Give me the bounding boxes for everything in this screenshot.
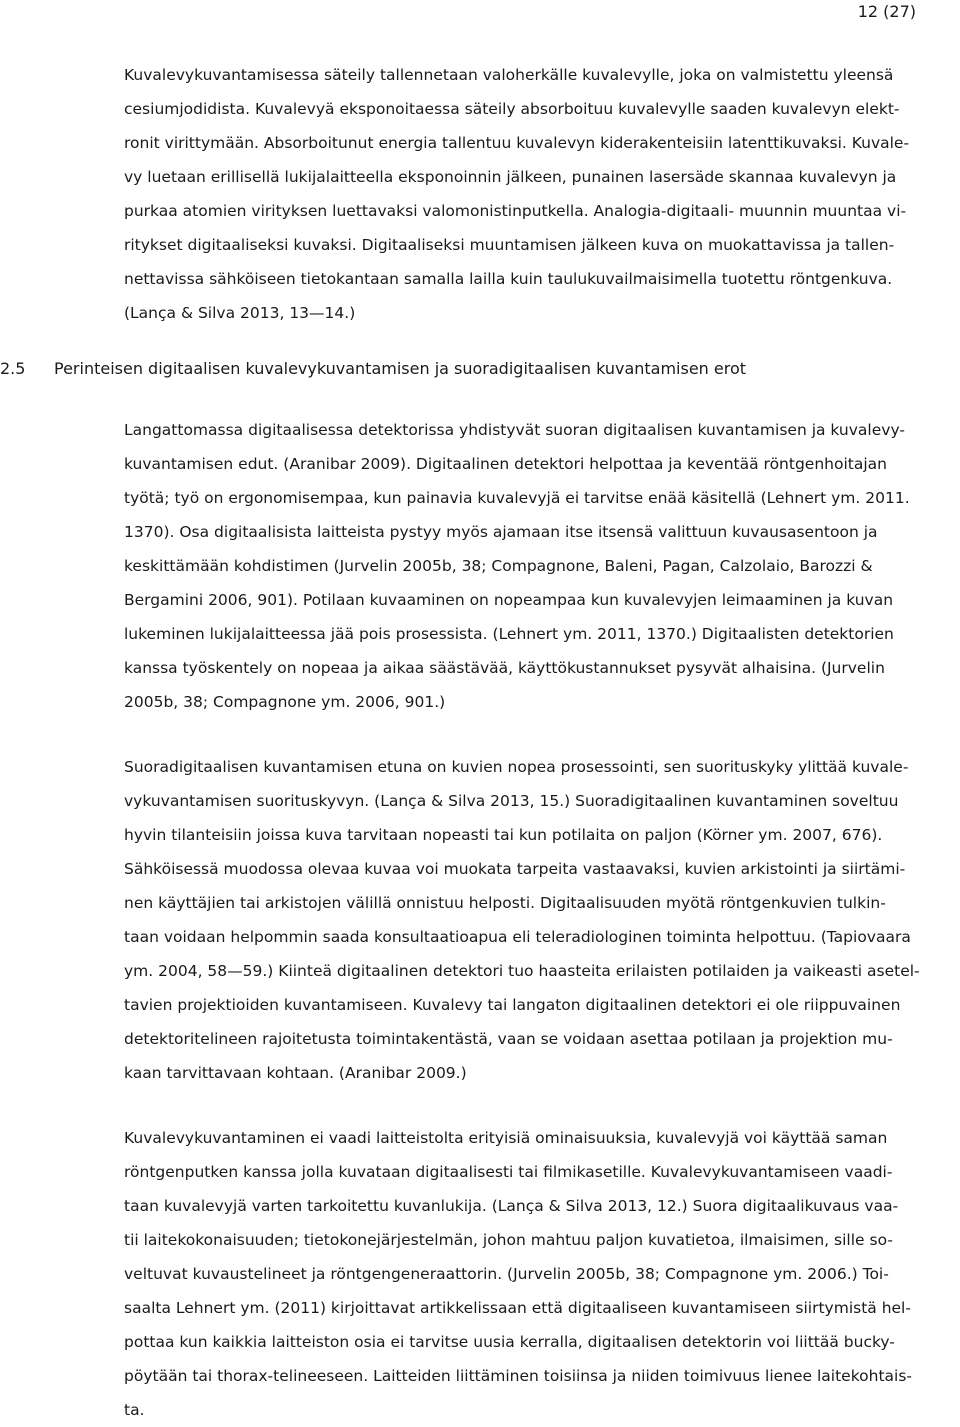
text-line: taan voidaan helpommin saada konsultaatioapua eli teleradiologinen toiminta helpottuu. (Tapiovaara bbox=[124, 928, 911, 946]
text-line: kanssa työskentely on nopeaa ja aikaa säästävää, käyttökustannukset pysyvät alhaisina. (Jurvelin bbox=[124, 659, 885, 677]
text-line: Kuvalevykuvantamisessa säteily tallennetaan valoherkälle kuvalevylle, joka on valmistettu yleensä bbox=[124, 66, 894, 84]
text-line: ritykset digitaaliseksi kuvaksi. Digitaaliseksi muuntamisen jälkeen kuva on muokattavissa ja tallen- bbox=[124, 236, 895, 254]
text-line: Sähköisessä muodossa olevaa kuvaa voi muokata tarpeita vastaavaksi, kuvien arkistointi ja siirtämi- bbox=[124, 860, 906, 878]
text-line: työtä; työ on ergonomisempaa, kun painavia kuvalevyjä ei tarvitse enää käsitellä (Lehnert ym. 2011. bbox=[124, 489, 910, 507]
document-body bbox=[0, 58, 950, 1427]
text-line: veltuvat kuvaustelineet ja röntgengeneraattorin. (Jurvelin 2005b, 38; Compagnone ym. 2006.) Toi- bbox=[124, 1265, 889, 1283]
text-line: 2005b, 38; Compagnone ym. 2006, 901.) bbox=[124, 693, 446, 711]
section-heading bbox=[0, 357, 950, 381]
page-number: 12 (27) bbox=[857, 2, 916, 21]
text-line: tavien projektioiden kuvantamiseen. Kuvalevy tai langaton digitaalinen detektori ei ole riippuvainen bbox=[124, 996, 901, 1014]
text-line: ronit virittymään. Absorboitunut energia tallentuu kuvalevyn kiderakenteisiin latenttikuvaksi. Kuvale- bbox=[124, 134, 910, 152]
text-line: röntgenputken kanssa jolla kuvataan digitaalisesti tai filmikasetille. Kuvalevykuvantamiseen vaadi- bbox=[124, 1163, 893, 1181]
text-line: kuvantamisen edut. (Aranibar 2009). Digitaalinen detektori helpottaa ja keventää röntgenhoitajan bbox=[124, 455, 887, 473]
text-line: vykuvantamisen suorituskyvyn. (Lança & Silva 2013, 15.) Suoradigitaalinen kuvantaminen soveltuu bbox=[124, 792, 899, 810]
text-line: purkaa atomien virityksen luettavaksi valomonistinputkella. Analogia-digitaali- muunnin muuntaa vi- bbox=[124, 202, 907, 220]
text-line: nen käyttäjien tai arkistojen välillä onnistuu helposti. Digitaalisuuden myötä röntgenkuvien tulkin- bbox=[124, 894, 886, 912]
text-line: nettavissa sähköiseen tietokantaan samalla lailla kuin taulukuvailmaisimella tuotettu röntgenkuva. bbox=[124, 270, 893, 288]
paragraph-plate-imaging bbox=[124, 58, 950, 330]
text-line: pottaa kun kaikkia laitteiston osia ei tarvitse uusia kerralla, digitaalisen detektorin voi liittää bucky- bbox=[124, 1333, 895, 1351]
section-title: Perinteisen digitaalisen kuvalevykuvantamisen ja suoradigitaalisen kuvantamisen erot bbox=[54, 359, 747, 378]
section-number: 2.5 bbox=[0, 359, 26, 378]
text-line: kaan tarvittavaan kohtaan. (Aranibar 2009.) bbox=[124, 1064, 467, 1082]
text-line: 1370). Osa digitaalisista laitteista pystyy myös ajamaan itse itsensä valittuun kuvausasentoon ja bbox=[124, 523, 878, 541]
text-line: cesiumjodidista. Kuvalevyä eksponoitaessa säteily absorboituu kuvalevylle saaden kuvalevyn elekt- bbox=[124, 100, 900, 118]
text-line: keskittämään kohdistimen (Jurvelin 2005b, 38; Compagnone, Baleni, Pagan, Calzolaio, Barozzi & bbox=[124, 557, 873, 575]
text-line: (Lança & Silva 2013, 13—14.) bbox=[124, 304, 356, 322]
paragraph-equipment-requirements bbox=[124, 1121, 950, 1427]
text-line: taan kuvalevyjä varten tarkoitettu kuvanlukija. (Lança & Silva 2013, 12.) Suora digitaalikuvaus vaa- bbox=[124, 1197, 899, 1215]
text-line: tii laitekokonaisuuden; tietokonejärjestelmän, johon mahtuu paljon kuvatietoa, ilmaisimen, sille so- bbox=[124, 1231, 893, 1249]
text-line: pöytään tai thorax-telineeseen. Laitteiden liittäminen toisiinsa ja niiden toimivuus lienee laitekohtais- bbox=[124, 1367, 912, 1385]
text-line: hyvin tilanteisiin joissa kuva tarvitaan nopeasti tai kun potilaita on paljon (Körner ym. 2007, 676). bbox=[124, 826, 883, 844]
text-line: detektoritelineen rajoitetusta toimintakentästä, vaan se voidaan asettaa potilaan ja projektion mu- bbox=[124, 1030, 893, 1048]
text-line: Suoradigitaalisen kuvantamisen etuna on kuvien nopea prosessointi, sen suorituskyky ylittää kuvale- bbox=[124, 758, 909, 776]
text-line: Bergamini 2006, 901). Potilaan kuvaaminen on nopeampaa kun kuvalevyjen leimaaminen ja kuvan bbox=[124, 591, 894, 609]
paragraph-wireless-detector bbox=[124, 413, 950, 719]
text-line: Langattomassa digitaalisessa detektorissa yhdistyvät suoran digitaalisen kuvantamisen ja kuvalevy- bbox=[124, 421, 905, 439]
text-line: Kuvalevykuvantaminen ei vaadi laitteistolta erityisiä ominaisuuksia, kuvalevyjä voi käyttää saman bbox=[124, 1129, 888, 1147]
text-line: lukeminen lukijalaitteessa jää pois prosessista. (Lehnert ym. 2011, 1370.) Digitaalisten detektorien bbox=[124, 625, 894, 643]
text-line: saalta Lehnert ym. (2011) kirjoittavat artikkelissaan että digitaaliseen kuvantamiseen siirtymistä hel- bbox=[124, 1299, 911, 1317]
text-line: ym. 2004, 58—59.) Kiinteä digitaalinen detektori tuo haasteita erilaisten potilaiden ja vaikeasti asetel- bbox=[124, 962, 920, 980]
text-line: vy luetaan erillisellä lukijalaitteella eksponoinnin jälkeen, punainen lasersäde skannaa kuvalevyn ja bbox=[124, 168, 897, 186]
paragraph-direct-digital-advantages bbox=[124, 750, 950, 1090]
text-line: ta. bbox=[124, 1401, 145, 1419]
